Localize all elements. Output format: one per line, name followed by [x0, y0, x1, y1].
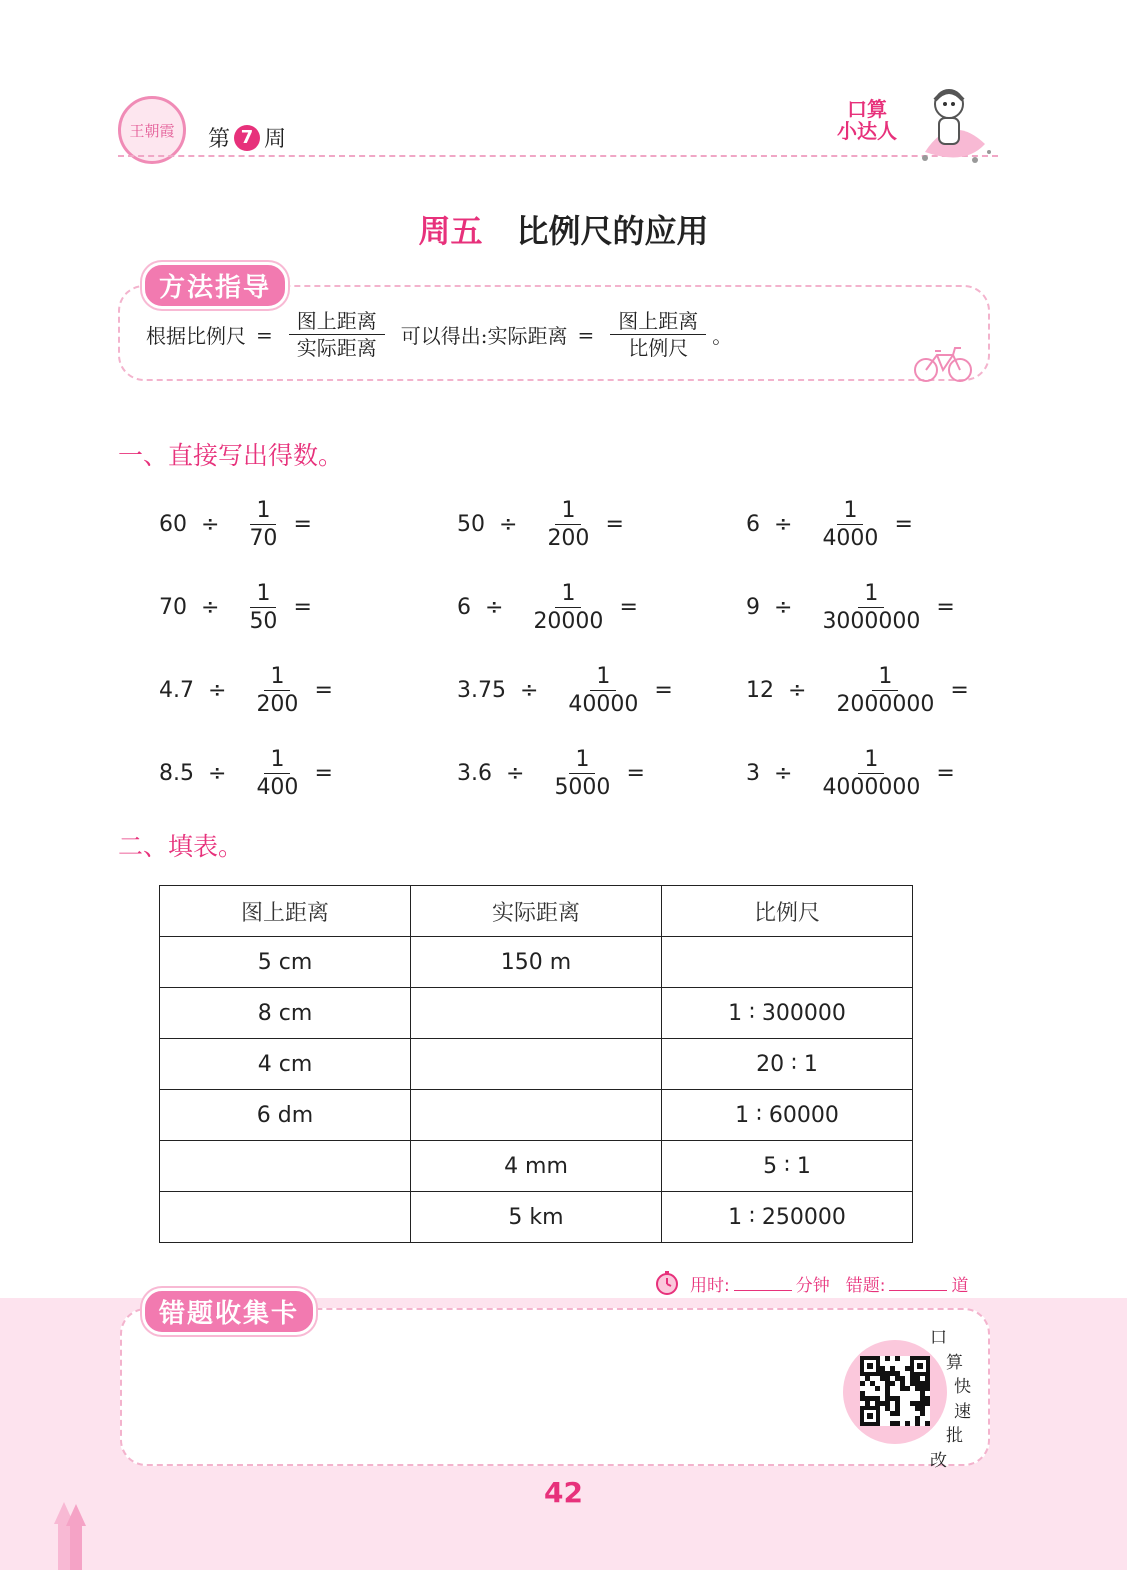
calc-problem: [159, 580, 372, 635]
table-cell: 1 ∶ 300000: [662, 988, 913, 1039]
answer-blank[interactable]: [955, 596, 1015, 620]
answer-cell[interactable]: [160, 1192, 411, 1243]
fraction-numerator: 1: [590, 663, 616, 691]
divisor-fraction: [562, 663, 644, 718]
answer-cell[interactable]: [160, 1141, 411, 1192]
error-count-label: 错题:: [845, 1275, 886, 1296]
calc-problem: [746, 497, 973, 552]
table-cell: 4 mm: [411, 1141, 662, 1192]
fraction-numerator: 1: [569, 746, 595, 774]
fraction-numerator: 1: [264, 663, 290, 691]
table-row: [160, 1192, 913, 1243]
section1-heading: 一、直接写出得数。: [118, 441, 344, 470]
fraction-denominator: 70: [249, 526, 278, 551]
dividend: 60: [159, 512, 187, 537]
logo-text: 王朝霞: [129, 121, 175, 140]
answer-blank[interactable]: [312, 596, 372, 620]
qr-caption: [926, 1326, 970, 1473]
answer-blank[interactable]: [624, 513, 684, 537]
qr-caption-char: 速: [954, 1401, 971, 1422]
week-indicator: [208, 122, 286, 153]
table-cell: 1 ∶ 250000: [662, 1192, 913, 1243]
table-cell: 5 ∶ 1: [662, 1141, 913, 1192]
fraction-numerator: 图上距离: [610, 308, 706, 335]
page-title: [0, 206, 1127, 252]
calc-problem: [457, 663, 733, 718]
dividend: 3: [746, 761, 760, 786]
answer-blank[interactable]: [333, 679, 393, 703]
answer-blank[interactable]: [673, 679, 733, 703]
table-row: [160, 1141, 913, 1192]
dividend: 4.7: [159, 678, 194, 703]
fraction-denominator: 比例尺: [628, 336, 689, 360]
fraction-numerator: 1: [837, 497, 863, 525]
formula-equals: =: [577, 322, 595, 347]
dividend: 3.6: [457, 761, 492, 786]
division-sign: ÷: [788, 678, 807, 703]
arrow-decoration-icon: [54, 1500, 88, 1570]
equals-sign: =: [626, 761, 645, 786]
division-sign: ÷: [774, 512, 793, 537]
calc-problem: [457, 746, 705, 801]
fraction-denominator: 实际距离: [296, 336, 377, 360]
fraction-numerator: 1: [250, 497, 276, 525]
formula-fraction: [289, 308, 385, 361]
division-sign: ÷: [774, 595, 793, 620]
division-sign: ÷: [485, 595, 504, 620]
fraction-numerator: 1: [858, 746, 884, 774]
formula-equals: =: [256, 322, 273, 347]
page-number: 42: [544, 1476, 583, 1509]
divisor-fraction: [816, 580, 926, 635]
answer-cell[interactable]: [662, 937, 913, 988]
fraction-numerator: 1: [264, 746, 290, 774]
equals-sign: =: [936, 595, 955, 620]
answer-blank[interactable]: [312, 513, 372, 537]
dividend: 6: [746, 512, 760, 537]
calc-problem: [746, 580, 1015, 635]
brand-line2: 小达人: [837, 119, 897, 143]
fraction-denominator: 200: [547, 526, 590, 551]
column-header: 实际距离: [411, 886, 662, 937]
answer-blank[interactable]: [638, 596, 698, 620]
header-divider: [118, 155, 998, 157]
answer-cell[interactable]: [411, 1090, 662, 1141]
fraction-numerator: 1: [872, 663, 898, 691]
calc-problem: [159, 497, 372, 552]
equals-sign: =: [293, 595, 312, 620]
equals-sign: =: [936, 761, 955, 786]
divisor-fraction: [527, 580, 609, 635]
formula-end: 。: [712, 324, 733, 348]
table-row: [160, 1039, 913, 1090]
fraction-denominator: 400: [256, 775, 299, 800]
divisor-fraction: [243, 497, 283, 552]
qr-code-icon[interactable]: [860, 1356, 930, 1426]
equals-sign: =: [654, 678, 673, 703]
divisor-fraction: [816, 746, 926, 801]
mascot-illustration-icon: [905, 82, 997, 168]
table-cell: 20 ∶ 1: [662, 1039, 913, 1090]
publisher-logo: [118, 96, 186, 164]
scale-table: [159, 885, 913, 1243]
minute-label: 分钟: [795, 1275, 830, 1296]
fraction-denominator: 50: [249, 609, 278, 634]
calc-problem: [159, 746, 393, 801]
fraction-numerator: 1: [555, 497, 581, 525]
equals-sign: =: [314, 761, 333, 786]
qr-caption-char: 口: [930, 1328, 947, 1348]
table-header-row: [160, 886, 913, 937]
division-sign: ÷: [519, 678, 539, 703]
dividend: 12: [746, 678, 774, 703]
fraction-denominator: 4000000: [822, 775, 921, 800]
fraction-numerator: 1: [555, 580, 581, 608]
answer-cell[interactable]: [411, 988, 662, 1039]
table-cell: 6 dm: [160, 1090, 411, 1141]
qr-caption-char: 改: [930, 1450, 947, 1471]
week-number-badge: 7: [234, 125, 260, 151]
equals-sign: =: [950, 678, 969, 703]
divisor-fraction: [243, 580, 283, 635]
calc-problem: [746, 746, 1015, 801]
week-suffix: 周: [264, 127, 287, 152]
formula-middle: 可以得出:实际距离: [400, 324, 568, 348]
fraction-denominator: 3000000: [822, 609, 921, 634]
table-row: [160, 937, 913, 988]
brand-line1: 口算: [847, 97, 887, 121]
column-header: 图上距离: [160, 886, 411, 937]
divisor-fraction: [830, 663, 940, 718]
calc-problem: [159, 663, 393, 718]
table-cell: 150 m: [411, 937, 662, 988]
time-label: 用时:: [690, 1275, 730, 1296]
section2-heading: 二、填表。: [118, 832, 244, 861]
division-sign: ÷: [208, 678, 227, 703]
table-cell: 5 km: [411, 1192, 662, 1243]
fraction-denominator: 20000: [533, 609, 604, 634]
answer-cell[interactable]: [411, 1039, 662, 1090]
formula-lead: 根据比例尺: [146, 324, 246, 348]
calc-problem: [457, 497, 684, 552]
dividend: 3.75: [457, 678, 506, 703]
fraction-denominator: 40000: [568, 692, 639, 717]
qr-caption-char: 批: [946, 1426, 963, 1446]
fraction-denominator: 2000000: [836, 692, 935, 717]
answer-blank[interactable]: [955, 762, 1015, 786]
title-topic: 比例尺的应用: [516, 212, 709, 250]
fraction-denominator: 200: [256, 692, 299, 717]
answer-blank[interactable]: [913, 513, 973, 537]
dividend: 8.5: [159, 761, 194, 786]
table-cell: 8 cm: [160, 988, 411, 1039]
division-sign: ÷: [201, 595, 220, 620]
error-card-badge: 错题收集卡: [142, 1288, 316, 1335]
week-prefix: 第: [208, 127, 231, 152]
table-cell: 4 cm: [160, 1039, 411, 1090]
title-day: 周五: [418, 212, 483, 250]
division-sign: ÷: [201, 512, 220, 537]
calc-problem: [457, 580, 698, 635]
qr-caption-char: 算: [946, 1352, 963, 1373]
table-row: [160, 1090, 913, 1141]
time-blank[interactable]: [734, 1276, 792, 1291]
table-row: [160, 988, 913, 1039]
divisor-fraction: [548, 746, 616, 801]
fraction-numerator: 1: [250, 580, 276, 608]
item-label: 道: [951, 1275, 969, 1296]
column-header: 比例尺: [662, 886, 913, 937]
equals-sign: =: [605, 512, 624, 537]
equals-sign: =: [314, 678, 333, 703]
answer-blank[interactable]: [969, 679, 1029, 703]
bicycle-icon: [913, 343, 973, 383]
fraction-denominator: 5000: [554, 775, 611, 800]
division-sign: ÷: [499, 512, 518, 537]
table-cell: 5 cm: [160, 937, 411, 988]
stopwatch-icon: [654, 1270, 680, 1296]
answer-blank[interactable]: [645, 762, 705, 786]
equals-sign: =: [894, 512, 913, 537]
qr-caption-char: 快: [954, 1377, 971, 1397]
divisor-fraction: [816, 497, 884, 552]
fraction-numerator: 图上距离: [289, 308, 385, 335]
timer-record: [654, 1270, 968, 1296]
calc-problem: [746, 663, 1029, 718]
dividend: 70: [159, 595, 187, 620]
formula-fraction: [610, 308, 706, 361]
division-sign: ÷: [506, 761, 525, 786]
division-sign: ÷: [774, 761, 793, 786]
fraction-numerator: 1: [858, 580, 884, 608]
divisor-fraction: [541, 497, 595, 552]
answer-blank[interactable]: [333, 762, 393, 786]
table-cell: 1 ∶ 60000: [662, 1090, 913, 1141]
method-formula: [146, 308, 732, 361]
division-sign: ÷: [208, 761, 227, 786]
dividend: 9: [746, 595, 760, 620]
dividend: 50: [457, 512, 485, 537]
dividend: 6: [457, 595, 471, 620]
equals-sign: =: [619, 595, 638, 620]
equals-sign: =: [293, 512, 312, 537]
divisor-fraction: [250, 663, 304, 718]
fraction-denominator: 4000: [822, 526, 879, 551]
error-count-blank[interactable]: [889, 1276, 947, 1291]
method-guide-badge: 方法指导: [142, 262, 288, 309]
brand-logo: [836, 98, 898, 142]
divisor-fraction: [250, 746, 304, 801]
